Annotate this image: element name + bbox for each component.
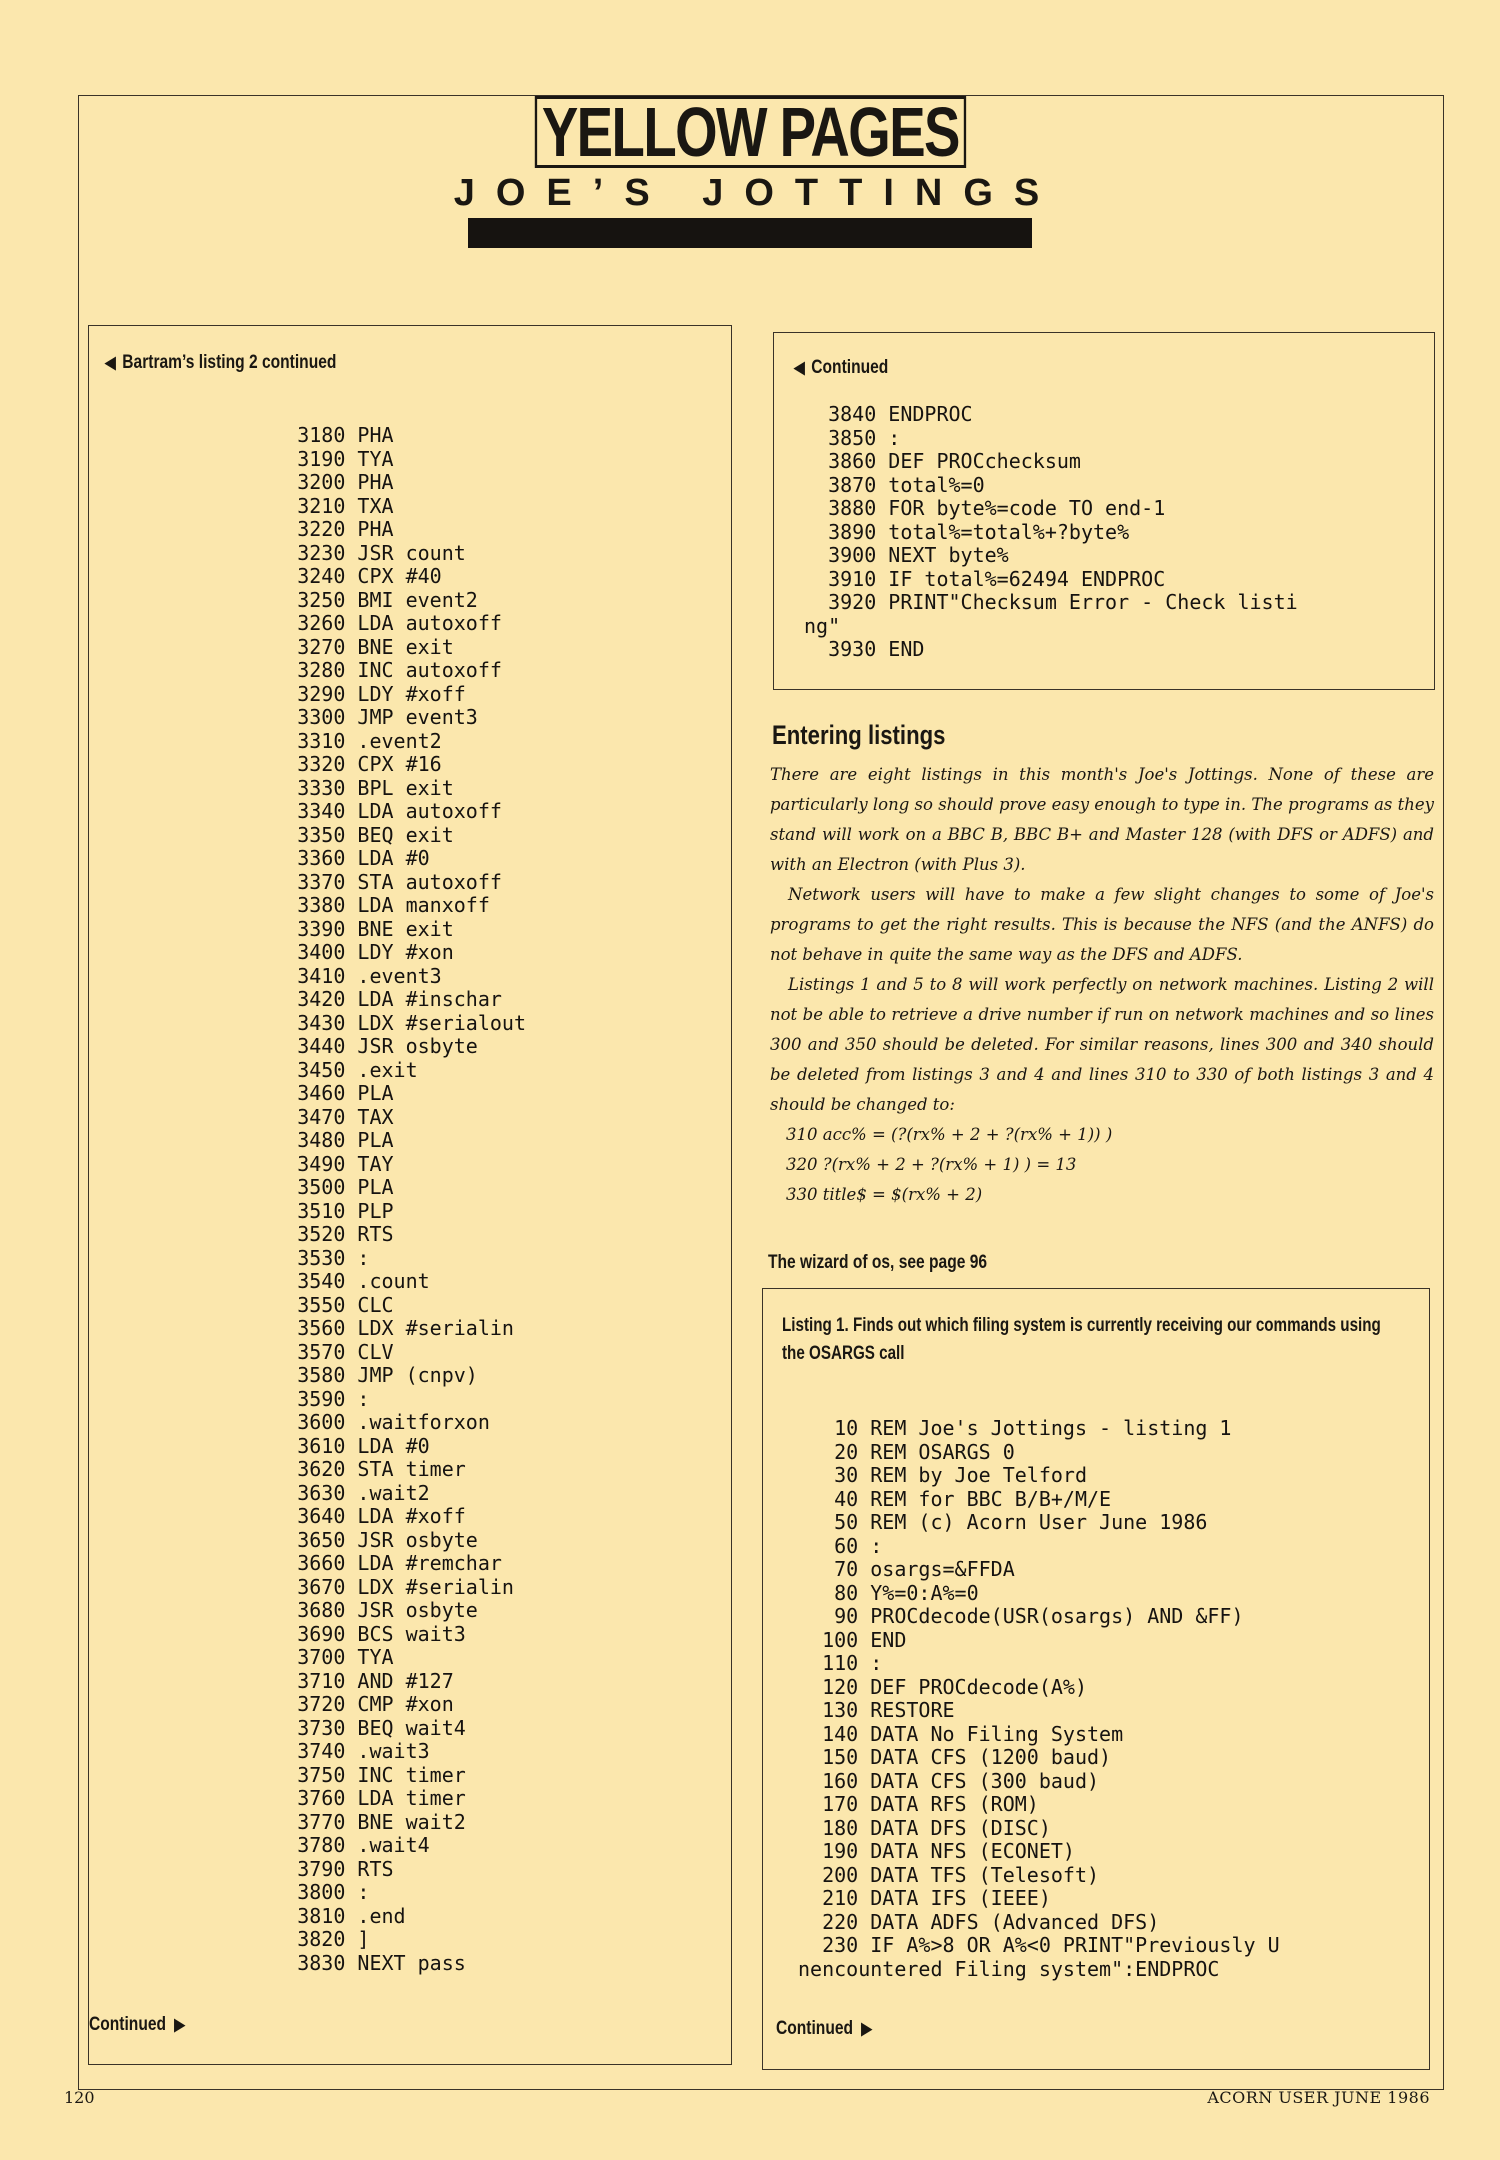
article-heading: Entering listings xyxy=(772,720,946,750)
listing-1-caption: Listing 1. Finds out which filing system is currently receiving our commands using the OSARGS call xyxy=(782,1315,1381,1364)
continued-caption: ◀ Continued xyxy=(794,357,889,378)
continued-label: Continued ▶ xyxy=(89,2014,185,2035)
publication-footer: ACORN USER JUNE 1986 xyxy=(1207,2088,1430,2107)
formula-line: 310 acc% = (?(rx% + 2 + ?(rx% + 1)) ) xyxy=(786,1125,1113,1144)
masthead xyxy=(0,93,1500,248)
section-title: YELLOW PAGES xyxy=(534,96,965,168)
article-body xyxy=(770,760,1434,1210)
formula-line: 330 title$ = $(rx% + 2) xyxy=(786,1185,983,1204)
article-paragraph: There are eight listings in this month's Joe's Jottings. None of these are particularly long so should prove easy enough to type in. The programs as they stand will work on a BBC B, BBC B+ and Master 128 (with DFS or ADFS) and with an Electron (with Plus 3). xyxy=(770,765,1434,874)
listing-2-caption: ◀ Bartram’s listing 2 continued xyxy=(105,352,337,373)
cross-reference: The wizard of os, see page 96 xyxy=(768,1252,988,1273)
checksum-box xyxy=(773,332,1435,690)
listing-2-box xyxy=(88,325,732,2065)
page-number: 120 xyxy=(64,2088,95,2107)
formula-line: 320 ?(rx% + 2 + ?(rx% + 1) ) = 13 xyxy=(786,1155,1077,1174)
left-arrow-icon: ◀ xyxy=(794,358,805,377)
right-arrow-icon: ▶ xyxy=(861,2019,872,2038)
listing-2-code: 3180 PHA 3190 TYA 3200 PHA 3210 TXA 3220 PHA 3230 JSR count 3240 CPX #40 3250 BMI event2 3260 LDA autoxoff 3270 BNE exit 3280 INC autoxoff 3290 LDY #xoff 3300 JMP event3 3310 .event2 3320 CPX #16 3330 BPL exit 3340 LDA autoxoff 3350 BEQ exit 3360 LDA #0 3370 STA autoxoff 3380 LDA manxoff 3390 BNE exit 3400 LDY #xon 3410 .event3 3420 LDA #inschar 3430 LDX #serialout 3440 JSR osbyte 3450 .exit 3460 PLA 3470 TAX 3480 PLA 3490 TAY 3500 PLA 3510 PLP 3520 RTS 3530 : 3540 .count 3550 CLC 3560 LDX #serialin 3570 CLV 3580 JMP (cnpv) 3590 : 3600 .waitforxon 3610 LDA #0 3620 STA timer 3630 .wait2 3640 LDA #xoff 3650 JSR osbyte 3660 LDA #remchar 3670 LDX #serialin 3680 JSR osbyte 3690 BCS wait3 3700 TYA 3710 AND #127 3720 CMP #xon 3730 BEQ wait4 3740 .wait3 3750 INC timer 3760 LDA timer 3770 BNE wait2 3780 .wait4 3790 RTS 3800 : 3810 .end 3820 ] 3830 NEXT pass xyxy=(297,423,526,1975)
column-title: JOE’S JOTTINGS xyxy=(453,172,1061,214)
checksum-code: 3840 ENDPROC 3850 : 3860 DEF PROCchecksum 3870 total%=0 3880 FOR byte%=code TO end-1 3890 total%=total%+?byte% 3900 NEXT byte% 3910 IF total%=62494 ENDPROC 3920 PRINT"Checksum Error - Check listi ng" 3930 END xyxy=(804,402,1298,661)
left-arrow-icon: ◀ xyxy=(105,353,116,372)
continued-label: Continued ▶ xyxy=(776,2018,872,2039)
right-arrow-icon: ▶ xyxy=(174,2015,185,2034)
listing-1-code: 10 REM Joe's Jottings - listing 1 20 REM OSARGS 0 30 REM by Joe Telford 40 REM for BBC B/B+/M/E 50 REM (c) Acorn User June 1986 60 : 70 osargs=&FFDA 80 Y%=0:A%=0 90 PROCdecode(USR(osargs) AND &FF) 100 END 110 : 120 DEF PROCdecode(A%) 130 RESTORE 140 DATA No Filing System 150 DATA CFS (1200 baud) 160 DATA CFS (300 baud) 170 DATA RFS (ROM) 180 DATA DFS (DISC) 190 DATA NFS (ECONET) 200 DATA TFS (Telesoft) 210 DATA IFS (IEEE) 220 DATA ADFS (Advanced DFS) 230 IF A%>8 OR A%<0 PRINT"Previously U nencountered Filing system":ENDPROC xyxy=(798,1416,1280,1981)
article-paragraph: Network users will have to make a few slight changes to some of Joe's programs to get the right results. This is because the NFS (and the ANFS) do not behave in quite the same way as the DFS and ADFS. xyxy=(770,885,1434,964)
article-paragraph: Listings 1 and 5 to 8 will work perfectly on network machines. Listing 2 will not be able to retrieve a drive number if run on network machines and so lines 300 and 350 should be deleted. For similar reasons, lines 300 and 340 should be deleted from listings 3 and 4 and lines 310 to 330 of both listings 3 and 4 should be changed to: xyxy=(770,975,1434,1114)
masthead-bar xyxy=(468,218,1032,248)
